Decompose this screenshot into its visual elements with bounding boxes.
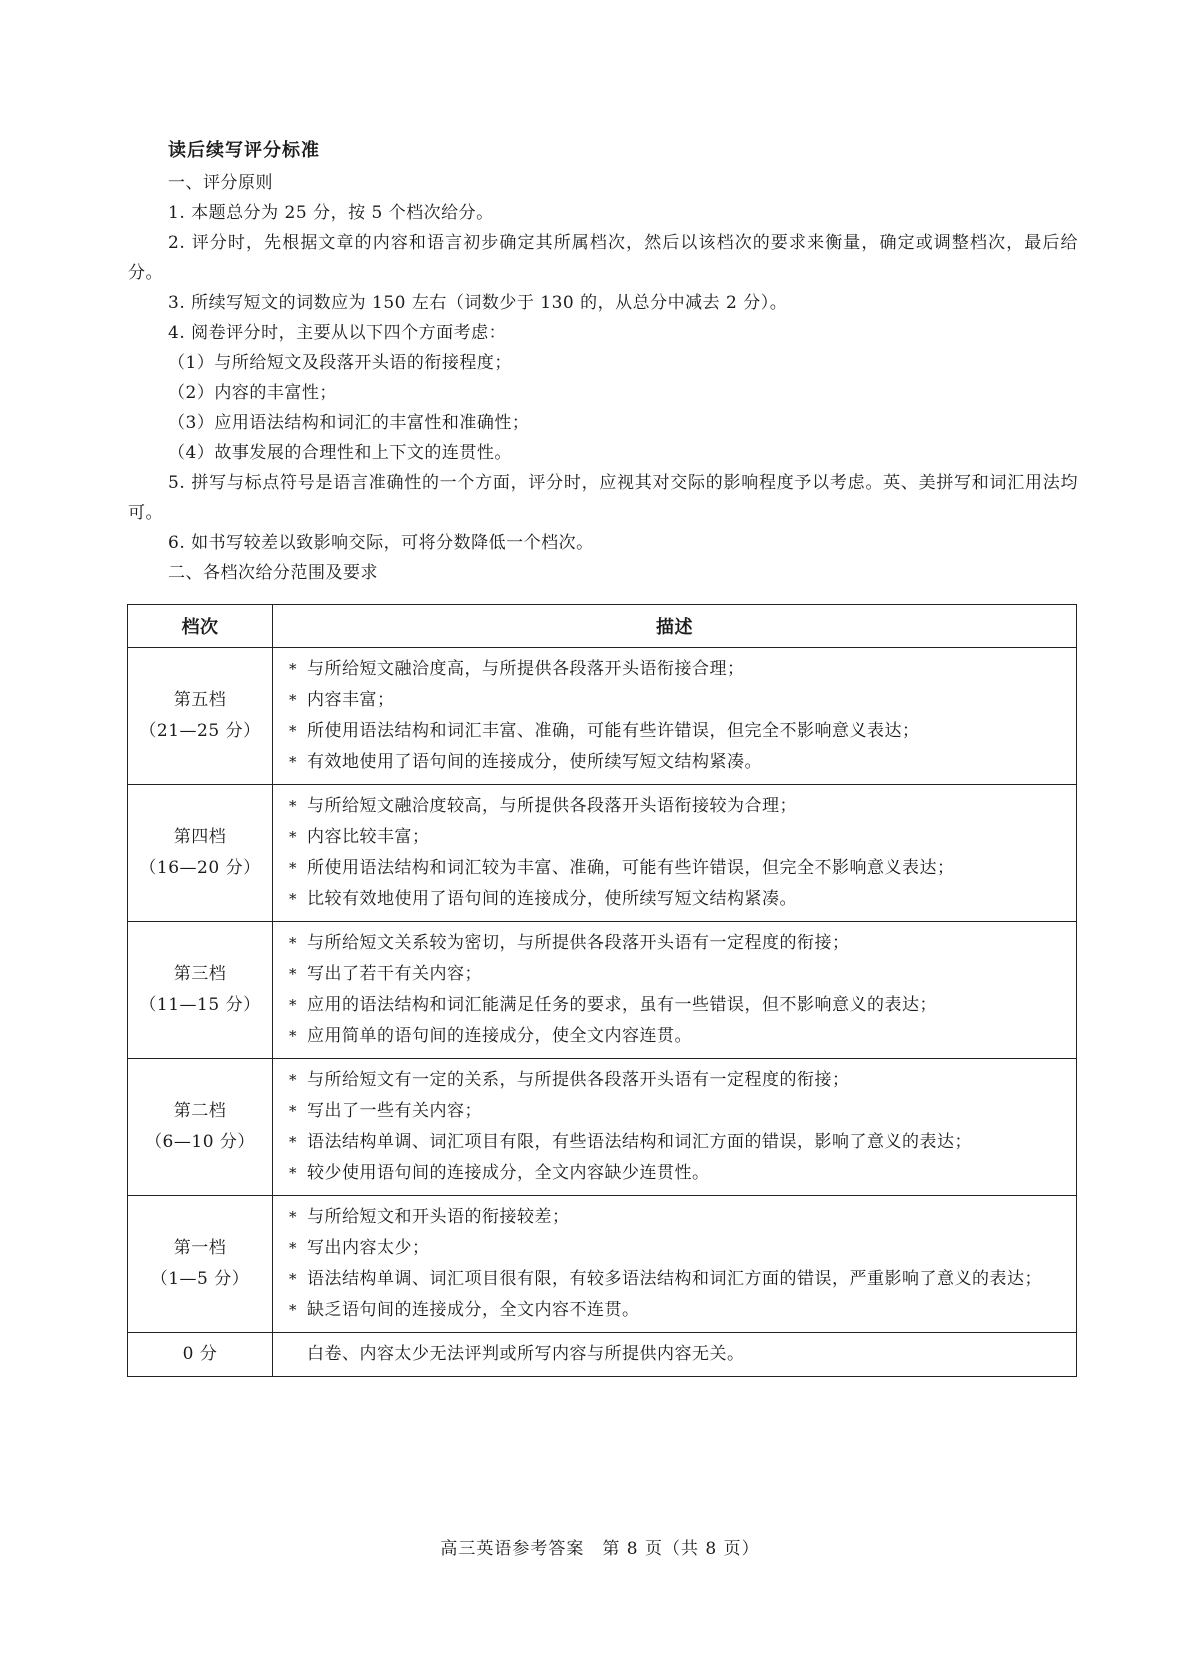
bullet-icon: * [289, 1208, 297, 1226]
bullet-icon: * [289, 1133, 297, 1151]
bullet-icon: * [289, 660, 297, 678]
principle-subitem: （4）故事发展的合理性和上下文的连贯性。 [168, 443, 512, 463]
criterion-item: * 与所给短文融洽度高，与所提供各段落开头语衔接合理； [307, 654, 1066, 685]
bullet-icon: * [289, 1270, 297, 1288]
table-heading: 二、各档次给分范围及要求 [168, 563, 378, 583]
principle-item: 1. 本题总分为 25 分，按 5 个档次给分。 [168, 203, 494, 223]
bullet-icon: * [289, 722, 297, 740]
bullet-icon: * [289, 996, 297, 1014]
level-range: （6—10 分） [145, 1132, 255, 1152]
table-row [128, 648, 1077, 785]
criterion-item: * 有效地使用了语句间的连接成分，使所续写短文结构紧凑。 [307, 747, 1066, 778]
level-name: 第四档 [173, 827, 227, 847]
criterion-item: * 内容比较丰富； [307, 822, 1066, 853]
level-range: （11—15 分） [139, 995, 261, 1015]
bullet-icon: * [289, 753, 297, 771]
description-cell [273, 922, 1077, 1059]
description-cell [273, 1196, 1077, 1333]
bullet-icon: * [289, 1239, 297, 1257]
criterion-item: * 写出了一些有关内容； [307, 1096, 1066, 1127]
criterion-item: * 应用的语法结构和词汇能满足任务的要求，虽有一些错误，但不影响意义的表达； [307, 990, 1066, 1021]
criterion-item: * 缺乏语句间的连接成分，全文内容不连贯。 [307, 1295, 1066, 1326]
bullet-icon: * [289, 1164, 297, 1182]
criterion-item: * 与所给短文融洽度较高，与所提供各段落开头语衔接较为合理； [307, 791, 1066, 822]
table-row [128, 922, 1077, 1059]
bullet-icon: * [289, 797, 297, 815]
level-name: 第一档 [173, 1238, 227, 1258]
bullet-icon: * [289, 965, 297, 983]
bullet-icon: * [289, 691, 297, 709]
level-cell [128, 648, 273, 785]
principles-heading: 一、评分原则 [168, 173, 273, 193]
criterion-item: * 与所给短文和开头语的衔接较差； [307, 1202, 1066, 1233]
principle-item: 3. 所续写短文的词数应为 150 左右（词数少于 130 的，从总分中减去 2 分）。 [168, 293, 788, 313]
description-cell [273, 785, 1077, 922]
table-header-row [128, 605, 1077, 648]
principle-subitem: （1）与所给短文及段落开头语的衔接程度； [168, 353, 512, 373]
criterion-item: * 与所给短文有一定的关系，与所提供各段落开头语有一定程度的衔接； [307, 1065, 1066, 1096]
criterion-item: * 比较有效地使用了语句间的连接成分，使所续写短文结构紧凑。 [307, 884, 1066, 915]
bullet-icon: * [289, 828, 297, 846]
level-cell: 0 分 [128, 1333, 273, 1377]
level-cell [128, 785, 273, 922]
criterion-item: * 所使用语法结构和词汇丰富、准确，可能有些许错误，但完全不影响意义表达； [307, 716, 1066, 747]
principle-item: 4. 阅卷评分时，主要从以下四个方面考虑： [168, 323, 507, 343]
criterion-item: * 写出内容太少； [307, 1233, 1066, 1264]
level-cell [128, 1196, 273, 1333]
criterion-item: * 所使用语法结构和词汇较为丰富、准确，可能有些许错误，但完全不影响意义表达； [307, 853, 1066, 884]
criterion-item: * 语法结构单调、词汇项目有限，有些语法结构和词汇方面的错误，影响了意义的表达； [307, 1127, 1066, 1158]
criterion-item: * 语法结构单调、词汇项目很有限，有较多语法结构和词汇方面的错误，严重影响了意义的表达； [307, 1264, 1066, 1295]
bullet-icon: * [289, 1301, 297, 1319]
level-range: （1—5 分） [150, 1269, 250, 1289]
table-row-zero [128, 1333, 1077, 1377]
grading-table [127, 604, 1077, 1377]
scoring-principles [128, 168, 1078, 588]
description-cell [273, 648, 1077, 785]
header-description: 描述 [273, 605, 1077, 648]
table-row [128, 785, 1077, 922]
level-range: （16—20 分） [139, 858, 261, 878]
level-cell [128, 1059, 273, 1196]
table-row [128, 1059, 1077, 1196]
criterion-item: * 与所给短文关系较为密切，与所提供各段落开头语有一定程度的衔接； [307, 928, 1066, 959]
bullet-icon: * [289, 1071, 297, 1089]
criterion-item: * 内容丰富； [307, 685, 1066, 716]
principle-subitem: （3）应用语法结构和词汇的丰富性和准确性； [168, 413, 530, 433]
criterion-item: * 应用简单的语句间的连接成分，使全文内容连贯。 [307, 1021, 1066, 1052]
table-row [128, 1196, 1077, 1333]
description-cell: 白卷、内容太少无法评判或所写内容与所提供内容无关。 [273, 1333, 1077, 1377]
criterion-item: * 较少使用语句间的连接成分，全文内容缺少连贯性。 [307, 1158, 1066, 1189]
bullet-icon: * [289, 890, 297, 908]
bullet-icon: * [289, 934, 297, 952]
bullet-icon: * [289, 859, 297, 877]
level-name: 第五档 [173, 690, 227, 710]
level-name: 第三档 [173, 964, 227, 984]
criterion-item: * 写出了若干有关内容； [307, 959, 1066, 990]
page-footer: 高三英语参考答案 第 8 页（共 8 页） [440, 1539, 760, 1559]
principle-subitem: （2）内容的丰富性； [168, 383, 337, 403]
principle-item: 6. 如书写较差以致影响交际，可将分数降低一个档次。 [168, 533, 594, 553]
section-title: 读后续写评分标准 [168, 140, 320, 161]
header-level: 档次 [128, 605, 273, 648]
level-range: （21—25 分） [139, 721, 261, 741]
bullet-icon: * [289, 1027, 297, 1045]
principle-item: 2. 评分时，先根据文章的内容和语言初步确定其所属档次，然后以该档次的要求来衡量，确定或调整档次，最后给分。 [128, 233, 1078, 283]
principle-item: 5. 拼写与标点符号是语言准确性的一个方面，评分时，应视其对交际的影响程度予以考虑。英、美拼写和词汇用法均可。 [128, 473, 1078, 523]
level-cell [128, 922, 273, 1059]
bullet-icon: * [289, 1102, 297, 1120]
description-cell [273, 1059, 1077, 1196]
level-name: 第二档 [173, 1101, 227, 1121]
